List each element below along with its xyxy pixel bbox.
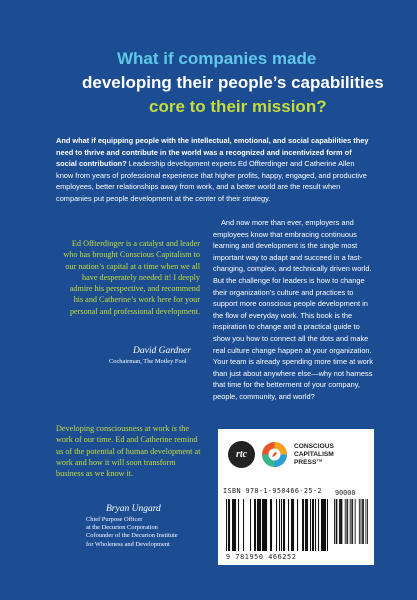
barcode-bar <box>291 499 292 551</box>
endorsement-quote-1: Ed Offterdinger is a catalyst and leader who has brought Conscious Capitalism to our nation’s capital at a time when we all have desperately needed it! I deeply admire his perspective, and recommend his and Catherine’s work here for your personal and professional development. <box>63 239 200 316</box>
barcode-bar <box>271 499 272 551</box>
barcode-bar <box>259 499 260 551</box>
barcode-bar <box>315 499 316 551</box>
isbn-barcode <box>226 499 328 551</box>
quote-2-pre: Developing consciousness at work <box>56 424 172 433</box>
barcode-bar <box>325 499 326 551</box>
barcode-bar <box>362 499 363 544</box>
barcode-bar <box>318 499 319 551</box>
barcode-bar <box>264 499 265 551</box>
endorser-2-title-line-2: at the Decurion Corporation <box>86 524 158 532</box>
barcode-bar <box>281 499 282 551</box>
endorsement-quote-2 <box>56 423 201 479</box>
barcode-bar <box>303 499 304 551</box>
barcode-bar <box>321 499 322 551</box>
rtc-logo: rtc <box>228 441 255 468</box>
barcode-bar <box>363 499 364 544</box>
barcode-bar <box>359 499 360 544</box>
endorser-1-title: Cochairman, The Motley Fool <box>109 358 187 365</box>
headline-line-1: What if companies made <box>117 49 317 68</box>
barcode-bar <box>243 499 244 551</box>
barcode-bar <box>339 499 340 544</box>
barcode-bar <box>305 499 306 551</box>
endorser-2-title-line-3: Cofounder of the Decurion Institute <box>86 532 178 540</box>
barcode-bar <box>266 499 267 551</box>
barcode-bar <box>341 499 342 544</box>
barcode-bar <box>254 499 255 551</box>
endorser-2-name: Bryan Ungard <box>106 504 161 514</box>
barcode-bar <box>297 499 298 551</box>
barcode-bar <box>283 499 284 551</box>
endorser-1-name: David Gardner <box>133 346 191 356</box>
barcode-bar <box>366 499 367 544</box>
quote-2-post: the work of our time. Ed and Catherine remind us of the potential of human development at work and how it will soon transform business as we know it. <box>56 424 201 479</box>
barcode-bar <box>310 499 311 551</box>
barcode-bar <box>276 499 277 551</box>
barcode-bar <box>341 499 342 544</box>
barcode-bar <box>312 499 313 551</box>
barcode-bar <box>233 499 234 551</box>
barcode-bar <box>293 499 294 551</box>
barcode-bar <box>322 499 323 551</box>
barcode-bar <box>250 499 251 551</box>
isbn-label: ISBN 978-1-950466-25-2 <box>223 487 322 495</box>
barcode-bar <box>265 499 266 551</box>
barcode-bar <box>367 499 368 544</box>
barcode-bar <box>257 499 258 551</box>
conscious-capitalism-logo-icon <box>261 441 288 468</box>
barcode-number: 9 781950 466252 <box>226 553 297 561</box>
endorser-2-title-line-1: Chief Purpose Officer <box>86 516 143 523</box>
endorser-2-title <box>86 516 178 549</box>
barcode-bar <box>324 499 325 551</box>
barcode-bar <box>346 499 347 544</box>
barcode-bar <box>238 499 239 551</box>
publisher-barcode-box <box>218 429 374 565</box>
barcode-bar <box>340 499 341 544</box>
barcode-bar <box>302 499 303 551</box>
barcode-bar <box>351 499 352 544</box>
publisher-name <box>294 443 334 468</box>
barcode-bar <box>226 499 227 551</box>
barcode-bar <box>235 499 236 551</box>
barcode-bar <box>270 499 271 551</box>
barcode-bar <box>327 499 328 551</box>
publisher-line-1: CONSCIOUS <box>294 443 334 450</box>
intro-bold: And what if equipping people with the intellectual, emotional, and social capabilities they need to thrive and contribute in the world was a recognized and incentivized form of social contribution? <box>56 136 369 169</box>
barcode-bar <box>258 499 259 551</box>
barcode-bar <box>350 499 351 544</box>
barcode-bar <box>336 499 337 544</box>
barcode-bar <box>228 499 229 551</box>
intro-rest: Leadership development experts Ed Offterdinger and Catherine Allen know from years of professional experience that higher profits, happy, engaged, and productive employees, better relationships away from work, and a better world are the result when companies put people development at the center of their strategy. <box>56 159 367 203</box>
barcode-bar <box>323 499 324 551</box>
barcode-bar <box>229 499 230 551</box>
barcode-bar <box>334 499 335 544</box>
barcode-bar <box>313 499 314 551</box>
barcode-bar <box>336 499 337 544</box>
barcode-bar <box>234 499 235 551</box>
headline-line-3: core to their mission? <box>149 97 327 116</box>
barcode-bar <box>262 499 263 551</box>
barcode-bar <box>255 499 256 551</box>
barcode-bar <box>260 499 261 551</box>
barcode-bar <box>352 499 353 544</box>
barcode-bar <box>284 499 285 551</box>
barcode-bar <box>292 499 293 551</box>
barcode-bar <box>263 499 264 551</box>
barcode-addon-number: 90000 <box>335 489 356 497</box>
barcode-bar <box>306 499 307 551</box>
addon-barcode <box>334 499 368 544</box>
quote-2-emphasis: is <box>171 424 177 433</box>
barcode-bar <box>307 499 308 551</box>
body-paragraph: And now more than ever, employers and employees know that embracing continuous learning and development is the single most important way to adapt and succeed in a fast-changing, complex, and technically driven world. But the challenge for leaders is how to change their organization’s culture and practices to support more conscious people development in the flow of everyday work. This book is the inspiration to change and a practical guide to show you how to connect all the dots and make real culture change happen at your organization. Your team is already spending more time at work than just about anywhere else—why not harness that time for the betterment of your company, people, community, and world? <box>213 218 373 401</box>
barcode-bar <box>345 499 346 544</box>
endorser-2-title-line-4: for Wholeness and Development <box>86 540 170 548</box>
barcode-bar <box>279 499 280 551</box>
barcode-bar <box>347 499 348 544</box>
headline-line-2: developing their people’s capabilities <box>82 73 384 92</box>
barcode-bar <box>361 499 362 544</box>
barcode-bar <box>288 499 289 551</box>
barcode-bar <box>355 499 356 544</box>
intro-paragraph <box>56 135 372 205</box>
publisher-line-3: PRESS™ <box>294 459 323 467</box>
publisher-line-2: CAPITALISM <box>294 451 334 459</box>
barcode-bar <box>232 499 233 551</box>
